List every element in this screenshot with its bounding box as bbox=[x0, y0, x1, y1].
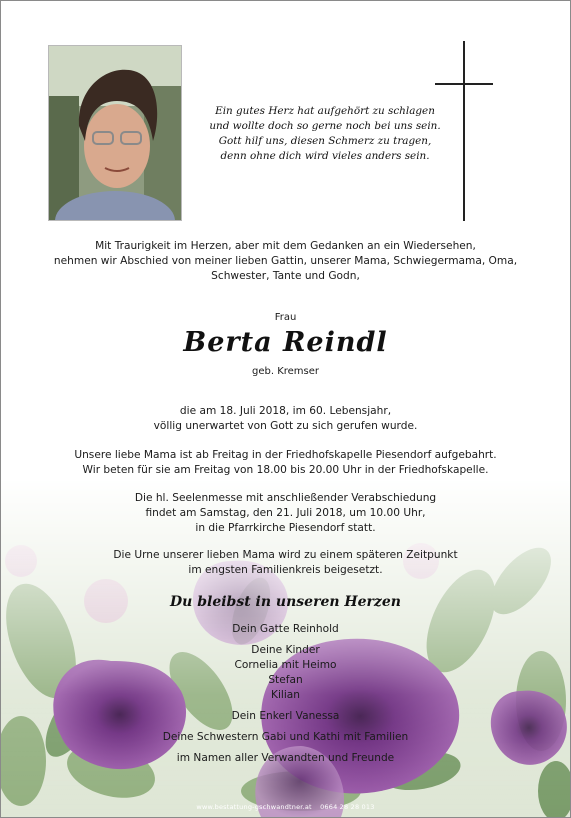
mass-line: findet am Samstag, den 21. Juli 2018, um 10.00 Uhr, bbox=[145, 507, 426, 519]
mourner-others: im Namen aller Verwandten und Freunde bbox=[176, 752, 395, 764]
mourner-sisters: Deine Schwestern Gabi und Kathi mit Familien bbox=[162, 731, 409, 743]
salutation: Frau bbox=[274, 312, 297, 323]
footer bbox=[1, 803, 570, 811]
mourner-child: Stefan bbox=[268, 674, 303, 686]
urn-line: im engsten Familienkreis beigesetzt. bbox=[188, 564, 383, 576]
mass-line: in die Pfarrkirche Piesendorf statt. bbox=[195, 522, 376, 534]
mourner-children-title: Deine Kinder bbox=[251, 644, 320, 656]
intro-line: nehmen wir Abschied von meiner lieben Gattin, unserer Mama, Schwiegermama, Oma, bbox=[53, 255, 518, 267]
intro-text bbox=[21, 239, 550, 284]
poem-line: Gott hilf uns, diesen Schmerz zu tragen, bbox=[218, 135, 432, 147]
farewell-heading: Du bleibst in unseren Herzen bbox=[170, 594, 401, 610]
intro-line: Mit Traurigkeit im Herzen, aber mit dem Gedanken an ein Wiedersehen, bbox=[95, 240, 476, 252]
mourner-child: Cornelia mit Heimo bbox=[234, 659, 337, 671]
poem-line: Ein gutes Herz hat aufgehört zu schlagen bbox=[215, 105, 435, 117]
death-notice bbox=[1, 404, 570, 434]
viewing-info bbox=[1, 448, 570, 478]
viewing-line: Wir beten für sie am Freitag von 18.00 bis 20.00 Uhr in der Friedhofskapelle. bbox=[82, 464, 489, 476]
maiden-name: geb. Kremser bbox=[251, 366, 320, 377]
footer-phone: 0664 28 28 013 bbox=[320, 803, 375, 811]
viewing-line: Unsere liebe Mama ist ab Freitag in der Friedhofskapelle Piesendorf aufgebahrt. bbox=[74, 449, 497, 461]
mourners-list bbox=[1, 622, 570, 766]
urn-line: Die Urne unserer lieben Mama wird zu einem späteren Zeitpunkt bbox=[113, 549, 458, 561]
footer-website[interactable]: www.bestattung-gschwandtner.at bbox=[196, 803, 312, 811]
mourner-husband: Dein Gatte Reinhold bbox=[232, 623, 339, 635]
mourner-child: Kilian bbox=[271, 689, 300, 701]
deceased-name: Berta Reindl bbox=[183, 327, 388, 358]
death-notice-line: völlig unerwartet von Gott zu sich gerufen wurde. bbox=[153, 420, 418, 432]
urn-info bbox=[1, 548, 570, 578]
mass-line: Die hl. Seelenmesse mit anschließender Verabschiedung bbox=[134, 492, 437, 504]
death-notice-line: die am 18. Juli 2018, im 60. Lebensjahr, bbox=[179, 405, 392, 417]
poem-line: denn ohne dich wird vieles anders sein. bbox=[220, 150, 430, 162]
poem-line: und wollte doch so gerne noch bei uns sein. bbox=[209, 120, 441, 132]
portrait-photo bbox=[48, 45, 182, 221]
memorial-poem bbox=[194, 104, 456, 164]
mourner-grandchild: Dein Enkerl Vanessa bbox=[231, 710, 340, 722]
cross-icon bbox=[435, 41, 495, 221]
mass-info bbox=[1, 491, 570, 536]
intro-line: Schwester, Tante und Godn, bbox=[211, 270, 360, 282]
